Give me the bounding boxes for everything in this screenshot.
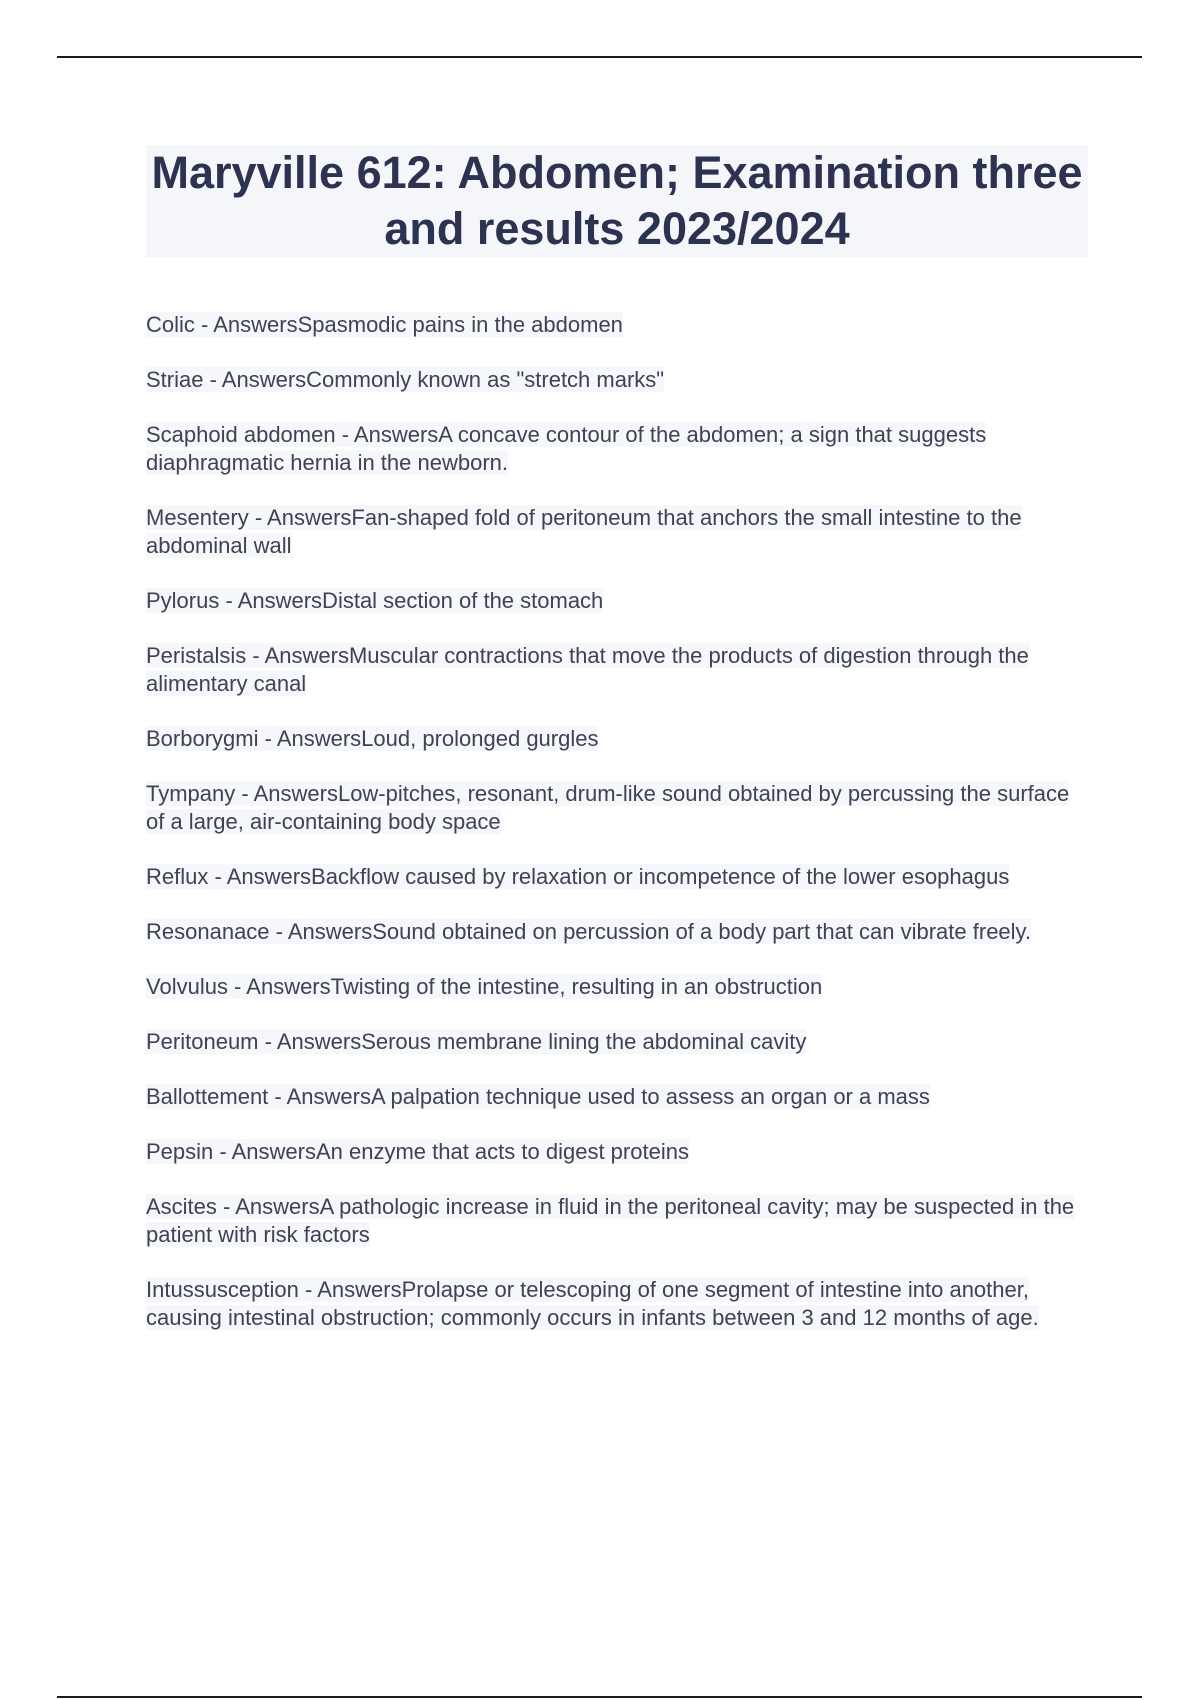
qa-entry [146,918,1086,946]
qa-entry-text: Borborygmi - AnswersLoud, prolonged gurgles [146,726,599,751]
qa-entry-text: Pylorus - AnswersDistal section of the stomach [146,588,604,613]
qa-entry [146,421,1086,477]
qa-entry [146,642,1086,698]
qa-entry [146,863,1086,891]
qa-entry-text: Reflux - AnswersBackflow caused by relaxation or incompetence of the lower esophagus [146,864,1010,889]
qa-entry-text: Colic - AnswersSpasmodic pains in the abdomen [146,312,623,337]
qa-entry-text: Pepsin - AnswersAn enzyme that acts to digest proteins [146,1139,689,1164]
qa-entry-text: Resonanace - AnswersSound obtained on percussion of a body part that can vibrate freely. [146,919,1032,944]
qa-entry [146,504,1086,560]
qa-entry-text: Ascites - AnswersA pathologic increase in fluid in the peritoneal cavity; may be suspected in the patient with risk factors [146,1194,1075,1247]
qa-entry-text: Peritoneum - AnswersSerous membrane lining the abdominal cavity [146,1029,807,1054]
title-banner [146,145,1088,257]
qa-entry [146,1083,1086,1111]
qa-entry [146,587,1086,615]
qa-entry-text: Ballottement - AnswersA palpation technique used to assess an organ or a mass [146,1084,930,1109]
qa-entry-text: Mesentery - AnswersFan-shaped fold of peritoneum that anchors the small intestine to the abdominal wall [146,505,1022,558]
qa-entry [146,311,1086,339]
qa-entry [146,366,1086,394]
qa-entry [146,973,1086,1001]
qa-entry [146,1028,1086,1056]
footer-rule [57,1696,1142,1698]
qa-entry [146,1193,1086,1249]
header-rule [57,56,1142,58]
qa-entry [146,1138,1086,1166]
qa-entry [146,780,1086,836]
qa-entry-text: Striae - AnswersCommonly known as "stretch marks" [146,367,665,392]
qa-list [146,311,1086,1359]
qa-entry [146,1276,1086,1332]
qa-entry-text: Volvulus - AnswersTwisting of the intestine, resulting in an obstruction [146,974,823,999]
qa-entry-text: Scaphoid abdomen - AnswersA concave contour of the abdomen; a sign that suggests diaphragmatic hernia in the newborn. [146,422,987,475]
qa-entry-text: Peristalsis - AnswersMuscular contractions that move the products of digestion through the alimentary canal [146,643,1029,696]
page-title: Maryville 612: Abdomen; Examination three and results 2023/2024 [151,147,1083,254]
qa-entry-text: Tympany - AnswersLow-pitches, resonant, drum-like sound obtained by percussing the surface of a large, air-containing body space [146,781,1070,834]
qa-entry-text: Intussusception - AnswersProlapse or telescoping of one segment of intestine into another, causing intestinal obstruction; commonly occurs in infants between 3 and 12 months of age. [146,1277,1039,1330]
qa-entry [146,725,1086,753]
